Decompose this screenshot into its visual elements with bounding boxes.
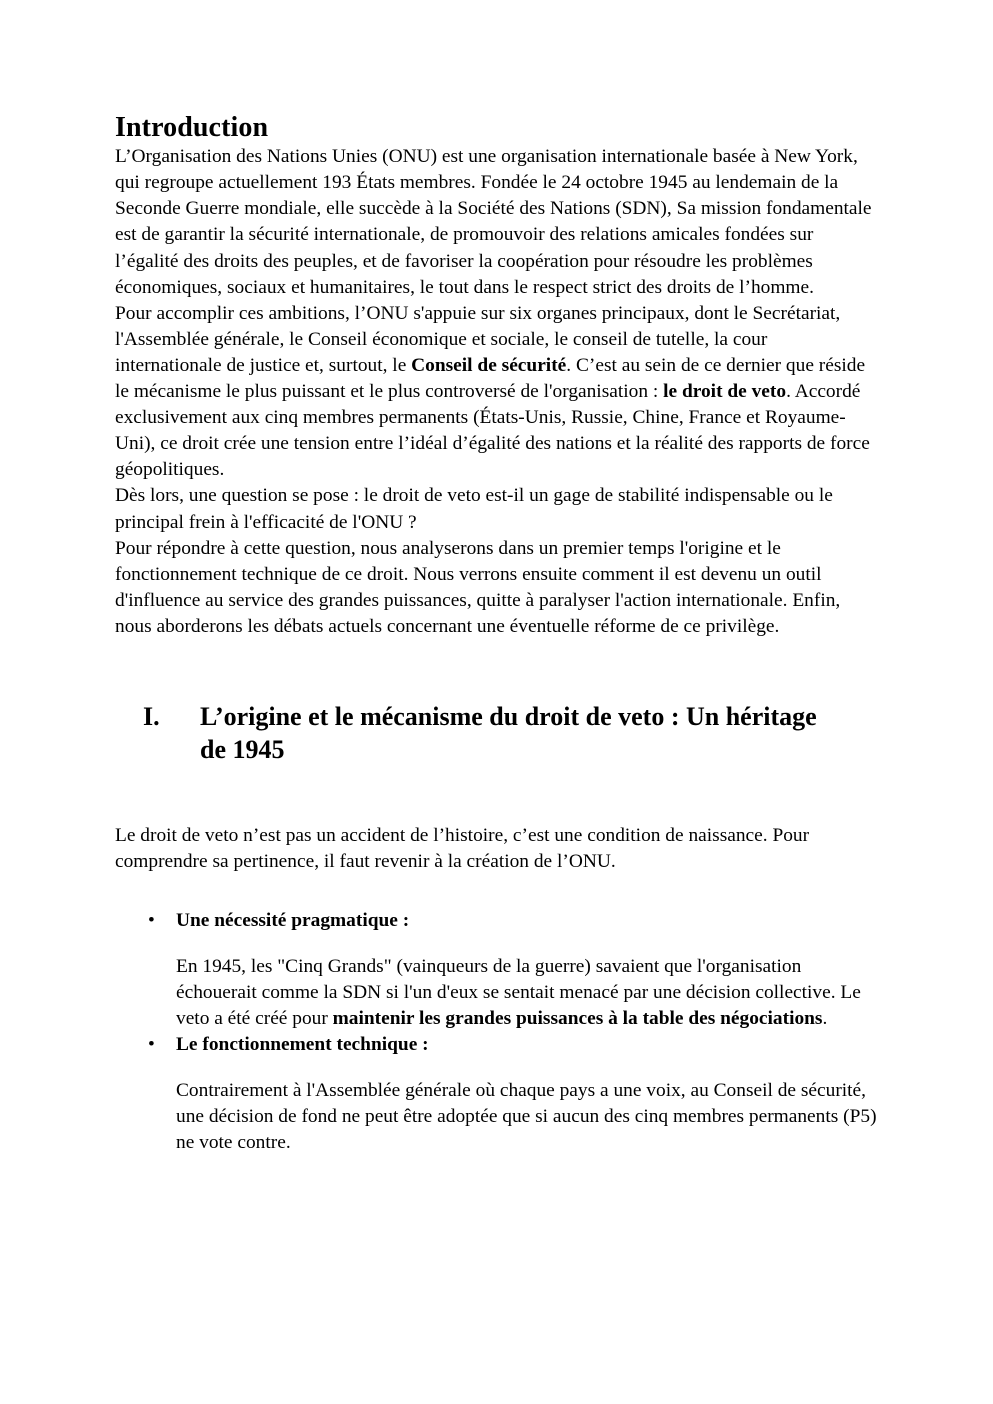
- list-item: [115, 1032, 878, 1156]
- bullet-title-2: Le fonctionnement technique :: [176, 1034, 429, 1056]
- section-heading-text: L’origine et le mécanisme du droit de veto : Un héritage de 1945: [200, 701, 817, 765]
- bullet-point-icon: •: [148, 1034, 155, 1056]
- intro-paragraph-1: [115, 144, 878, 301]
- section-one-bullet-list: [115, 908, 878, 1157]
- text-run: Dès lors, une question se pose : le droit de veto est-il un gage de stabilité indispensable ou le principal frein à l'efficacité de l'ONU ?: [115, 485, 833, 533]
- text-run: Contrairement à l'Assemblée générale où chaque pays a une voix, au Conseil de sécurité, une décision de fond ne peut être adoptée que si aucun des cinq membres permanents (P5) ne vote contre.: [176, 1080, 877, 1154]
- section-heading-one: [115, 640, 878, 767]
- text-run: . Accordé exclusivement aux cinq membres permanents (États-Unis, Russie, Chine, France et Royaume-Uni), ce droit crée une tension entre l’idéal d’égalité des nations et la réalité des rapports de force géopolitiques.: [115, 381, 870, 481]
- text-run: Le droit de veto n’est pas un accident de l’histoire, c’est une condition de naissance. Pour comprendre sa pertinence, il faut revenir à la création de l’ONU.: [115, 824, 810, 872]
- bullet-body-1: [176, 934, 878, 1032]
- intro-paragraph-3: [115, 483, 878, 535]
- list-item: [115, 908, 878, 1032]
- emphasis-run: Conseil de sécurité: [411, 354, 567, 376]
- text-run: Pour accomplir ces ambitions, l’ONU s'appuie sur six organes principaux, dont le Secrétariat, l'Assemblée générale, le Conseil économique et sociale, le conseil de tutelle, la cour internationale de justice et, surtout, le: [115, 302, 841, 376]
- text-run: .: [822, 1007, 828, 1029]
- bullet-body-2: [176, 1058, 878, 1156]
- page-title: Introduction: [115, 112, 269, 143]
- heading-spacer: [115, 767, 878, 823]
- text-run: Pour répondre à cette question, nous analyserons dans un premier temps l'origine et le fonctionnement technique de ce droit. Nous verrons ensuite comment il est devenu un outil d'influence au service des grandes puissances, quitte à paralyser l'action internationale. Enfin, nous aborderons les débats actuels concernant une éventuelle réforme de ce privilège.: [115, 537, 841, 637]
- emphasis-run: le droit de veto: [663, 381, 787, 403]
- section-one-lead-paragraph: [115, 823, 878, 875]
- intro-paragraph-4: [115, 536, 878, 640]
- emphasis-run: maintenir les grandes puissances à la table des négociations: [332, 1007, 823, 1029]
- text-run: En 1945, les "Cinq Grands" (vainqueurs de la guerre) savaient que l'organisation échouerait comme la SDN si l'un d'eux se sentait menacé par une décision collective. Le veto a été créé pour: [176, 955, 861, 1029]
- text-run: L’Organisation des Nations Unies (ONU) est une organisation internationale basée à New York, qui regroupe actuellement 193 États membres. Fondée le 24 octobre 1945 au lendemain de la Seconde Guerre mondiale, elle succède à la Société des Nations (SDN), Sa mission fondamentale est de garantir la sécurité internationale, de promouvoir des relations amicales fondées sur l’égalité des droits des peuples, et de favoriser la coopération pour résoudre les problèmes économiques, sociaux et humanitaires, le tout dans le respect strict des droits de l’homme.: [115, 146, 872, 298]
- list-spacer: [115, 875, 878, 908]
- text-run: . C’est au sein de ce dernier que réside le mécanisme le plus puissant et le plus controversé de l'organisation :: [115, 354, 866, 403]
- intro-paragraph-2: [115, 301, 878, 484]
- bullet-title-1: Une nécessité pragmatique :: [176, 909, 410, 931]
- section-numeral: I.: [143, 701, 160, 731]
- bullet-point-icon: •: [148, 909, 155, 931]
- document-content-column: [115, 0, 878, 1156]
